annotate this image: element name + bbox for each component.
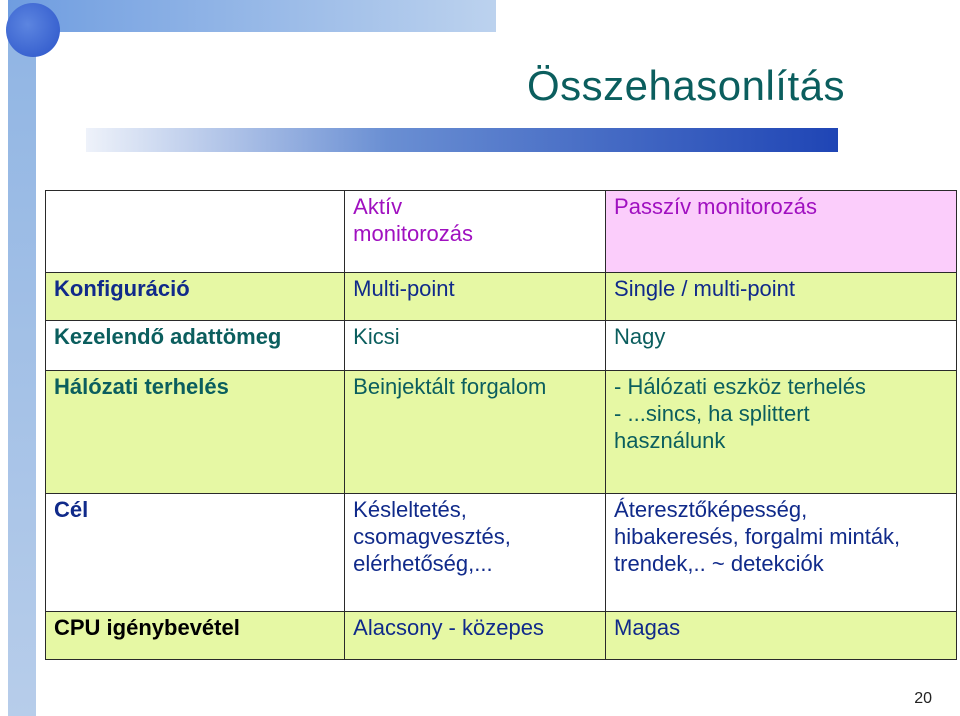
cell-active xyxy=(345,273,606,321)
row-label: Cél xyxy=(46,494,345,612)
cell-active xyxy=(345,494,606,612)
cell-active xyxy=(345,371,606,494)
table-row xyxy=(46,273,957,321)
cell-line: trendek,.. ~ detekciók xyxy=(614,550,824,576)
cell-line: - Hálózati eszköz terhelés xyxy=(614,374,866,399)
cell-active xyxy=(345,321,606,371)
cell-line: Beinjektált forgalom xyxy=(353,374,547,399)
title-underline-bar xyxy=(86,128,838,152)
page-number: 20 xyxy=(914,690,932,707)
cell-line: használunk xyxy=(614,427,726,453)
cell-active xyxy=(345,612,606,660)
cell-line: hibakeresés, forgalmi minták, xyxy=(614,523,901,549)
slide-title: Összehasonlítás xyxy=(527,62,845,109)
row-label: Konfiguráció xyxy=(46,273,345,321)
cell-passive xyxy=(606,612,957,660)
cell-line: elérhetőség,... xyxy=(353,550,493,576)
header-passive: Passzív monitorozás xyxy=(606,191,957,273)
cell-line: Késleltetés, xyxy=(353,497,467,522)
decorative-horizontal-bar xyxy=(8,0,496,32)
cell-line: csomagvesztés, xyxy=(353,523,511,549)
comparison-table xyxy=(45,190,957,660)
table-header-row xyxy=(46,191,957,273)
cell-passive xyxy=(606,321,957,371)
cell-passive xyxy=(606,273,957,321)
table-row xyxy=(46,612,957,660)
header-active xyxy=(345,191,606,273)
decorative-circle xyxy=(6,3,60,57)
row-label: CPU igénybevétel xyxy=(46,612,345,660)
cell-passive xyxy=(606,494,957,612)
row-label: Hálózati terhelés xyxy=(46,371,345,494)
header-corner-cell xyxy=(46,191,345,273)
cell-line: Nagy xyxy=(614,324,666,349)
table-row xyxy=(46,321,957,371)
header-active-line: monitorozás xyxy=(353,220,474,246)
cell-line: Kicsi xyxy=(353,324,400,349)
decorative-vertical-bar xyxy=(8,0,36,716)
cell-line: Magas xyxy=(614,615,681,640)
cell-line: Alacsony - közepes xyxy=(353,615,544,640)
table-row xyxy=(46,494,957,612)
cell-line: Multi-point xyxy=(353,276,455,301)
row-label: Kezelendő adattömeg xyxy=(46,321,345,371)
cell-passive xyxy=(606,371,957,494)
cell-line: - ...sincs, ha splittert xyxy=(614,400,810,426)
table-row xyxy=(46,371,957,494)
header-active-line: Aktív xyxy=(353,194,403,219)
cell-line: Áteresztőképesség, xyxy=(614,497,808,522)
cell-line: Single / multi-point xyxy=(614,276,796,301)
